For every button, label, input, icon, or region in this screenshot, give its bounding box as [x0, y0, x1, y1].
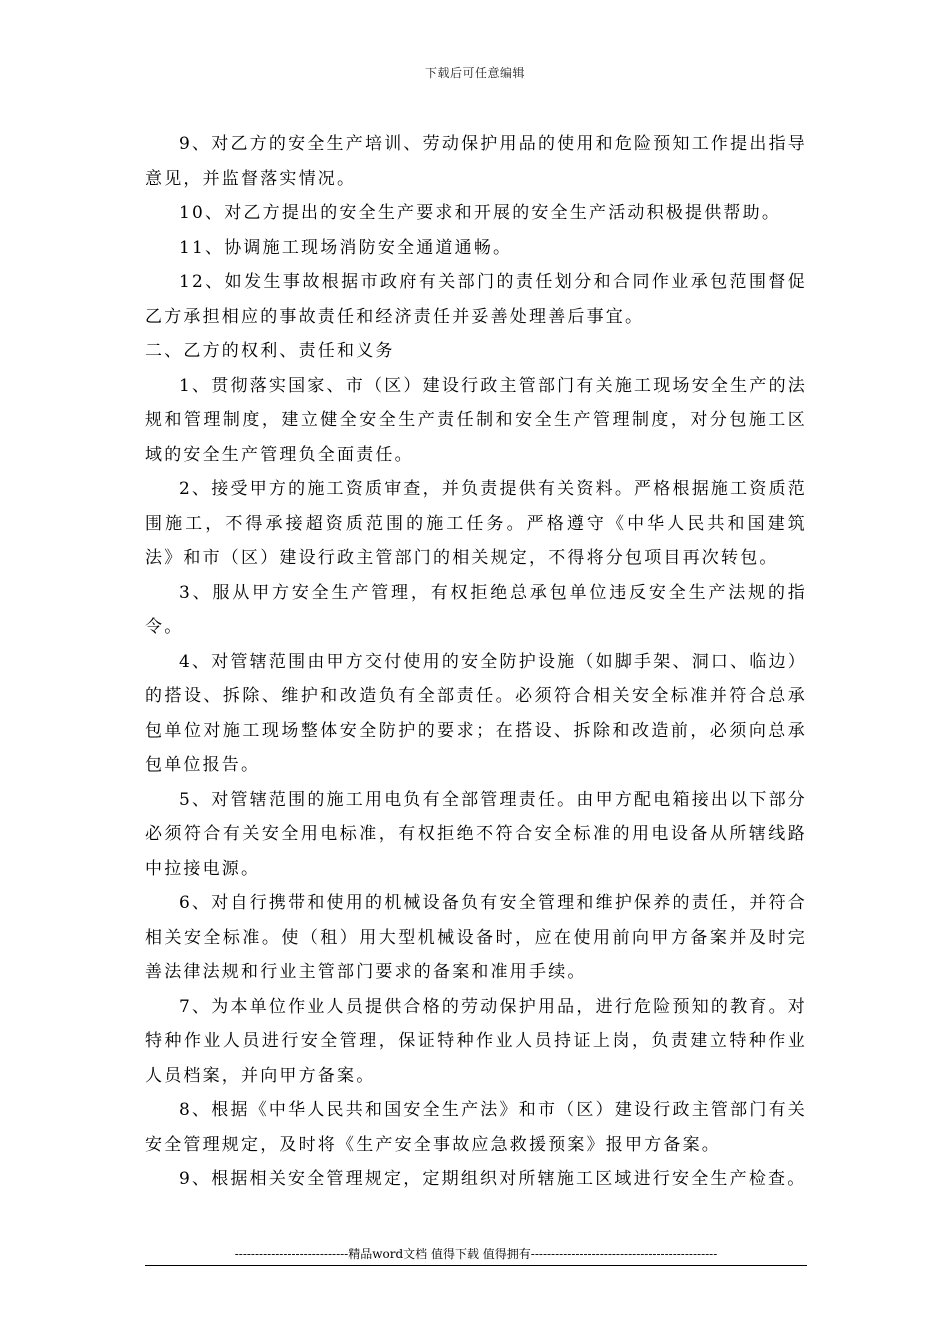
section-heading: 二、乙方的权利、责任和义务	[145, 341, 395, 361]
body-paragraph: 4、对管辖范围由甲方交付使用的安全防护设施（如脚手架、洞口、临边）的搭设、拆除、维护和改造负有全部责任。必须符合相关安全标准并符合总承包单位对施工现场整体安全防护的要求；在搭设、拆除和改造前，必须向总承包单位报告。	[145, 651, 807, 775]
body-paragraph: 8、根据《中华人民共和国安全生产法》和市（区）建设行政主管部门有关安全管理规定，及时将《生产安全事故应急救援预案》报甲方备案。	[145, 1100, 807, 1155]
body-paragraph: 10、对乙方提出的安全生产要求和开展的安全生产活动积极提供帮助。	[179, 203, 782, 223]
body-paragraph: 11、协调施工现场消防安全通道通畅。	[179, 237, 513, 258]
footer-rule	[145, 1265, 807, 1266]
body-paragraph: 9、根据相关安全管理规定，定期组织对所辖施工区域进行安全生产检查。	[179, 1169, 807, 1189]
body-paragraph: 5、对管辖范围的施工用电负有全部管理责任。由甲方配电箱接出以下部分必须符合有关安全用电标准，有权拒绝不符合安全标准的用电设备从所辖线路中拉接电源。	[145, 789, 807, 879]
body-paragraph: 6、对自行携带和使用的机械设备负有安全管理和维护保养的责任，并符合相关安全标准。使（租）用大型机械设备时，应在使用前向甲方备案并及时完善法律法规和行业主管部门要求的备案和准用手续。	[145, 893, 807, 982]
document-body	[145, 127, 807, 1197]
body-paragraph: 1、贯彻落实国家、市（区）建设行政主管部门有关施工现场安全生产的法规和管理制度，建立健全安全生产责任制和安全生产管理制度，对分包施工区域的安全生产管理负全面责任。	[145, 375, 807, 465]
body-paragraph: 9、对乙方的安全生产培训、劳动保护用品的使用和危险预知工作提出指导意见，并监督落实情况。	[145, 134, 807, 189]
body-paragraph: 12、如发生事故根据市政府有关部门的责任划分和合同作业承包范围督促乙方承担相应的事故责任和经济责任并妥善处理善后事宜。	[145, 272, 807, 327]
body-paragraph: 7、为本单位作业人员提供合格的劳动保护用品，进行危险预知的教育。对特种作业人员进行安全管理，保证特种作业人员持证上岗，负责建立特种作业人员档案，并向甲方备案。	[145, 996, 807, 1086]
header-note: 下载后可任意编辑	[424, 66, 525, 80]
body-paragraph: 3、服从甲方安全生产管理，有权拒绝总承包单位违反安全生产法规的指令。	[145, 582, 807, 637]
footer-note: ----------------------------精品word文档 值得下载 值得拥有----------------------------------------------	[234, 1247, 718, 1261]
body-paragraph: 2、接受甲方的施工资质审查，并负责提供有关资料。严格根据施工资质范围施工，不得承接超资质范围的施工任务。严格遵守《中华人民共和国建筑法》和市（区）建设行政主管部门的相关规定，不得将分包项目再次转包。	[145, 479, 807, 568]
